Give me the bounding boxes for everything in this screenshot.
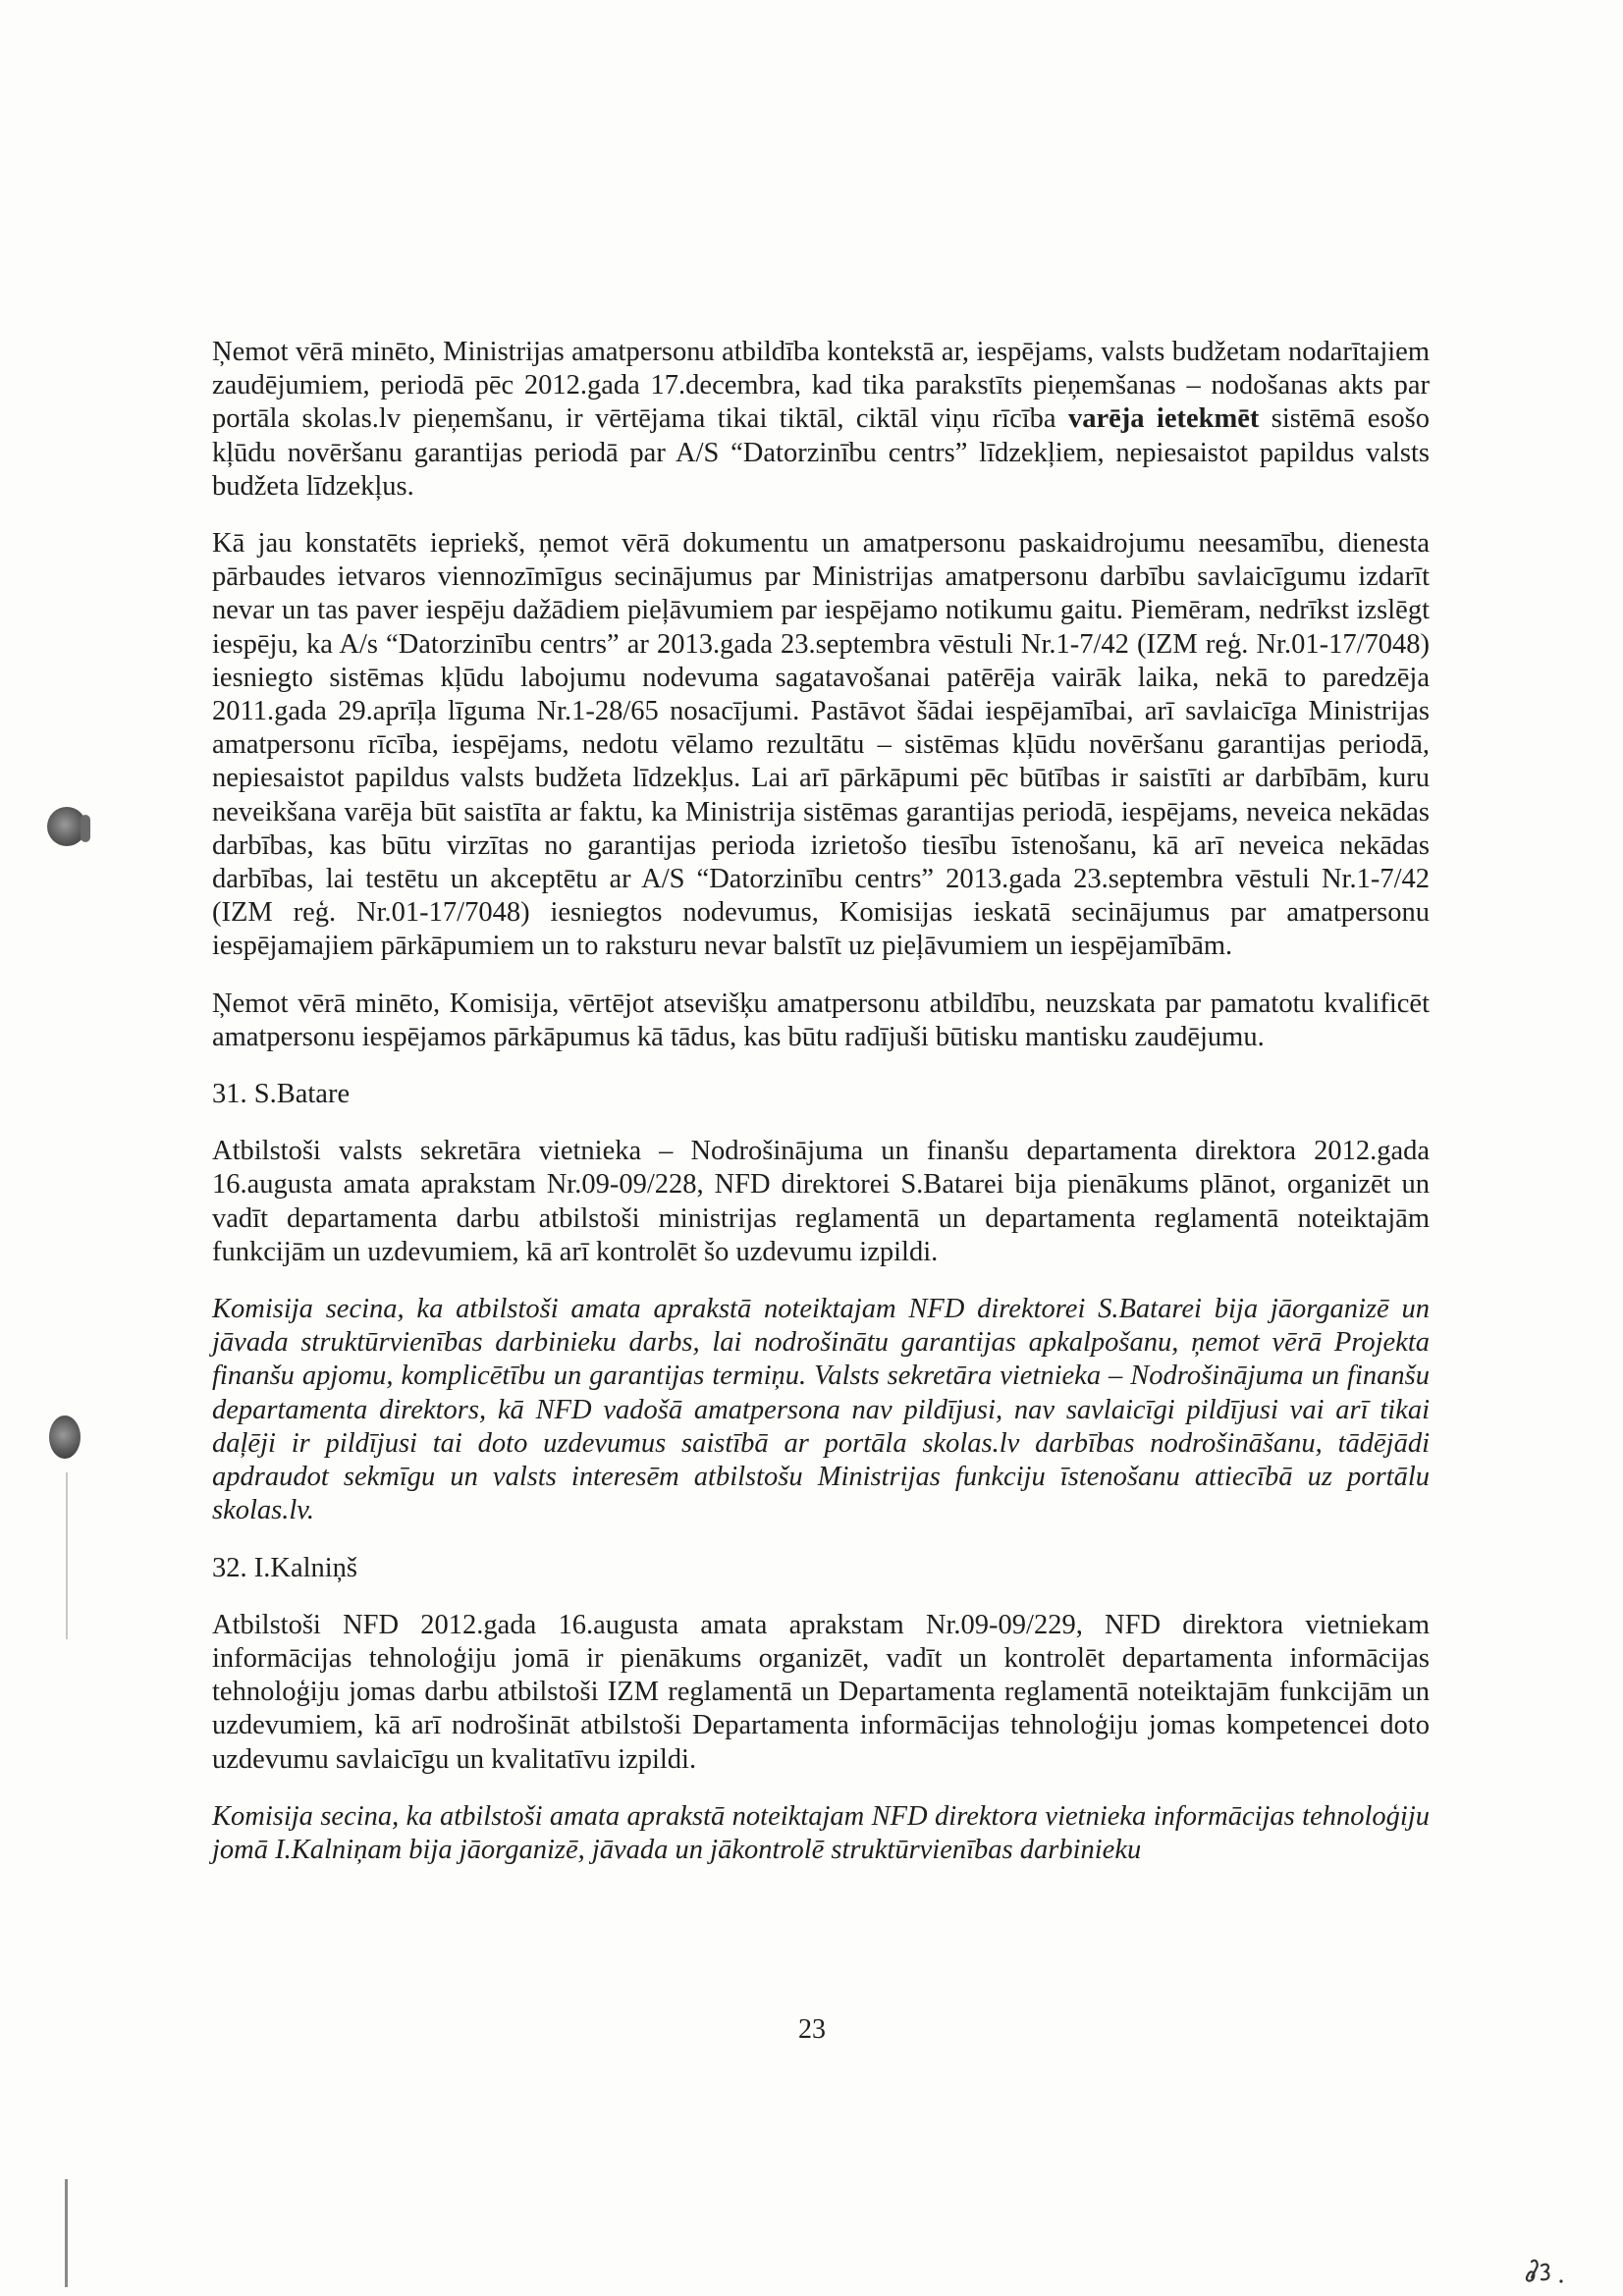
section-32-heading: 32. I.Kalniņš [212,1552,358,1583]
document-body [212,336,1430,1867]
paragraph-1-text-end: sistēmā esošo kļūdu novēršanu garantijas periodā par A/S “Datorzinību centrs” līdzekļiem, nepiesaistot papildus valsts budžeta līdzekļus. [212,403,1431,502]
section-32-body: Atbilstoši NFD 2012.gada 16.augusta amata aprakstam Nr.09-09/229, NFD direktora vietniekam informācijas tehnoloģiju jomā ir pienākums organizēt, vadīt un kontrolēt departamenta informācijas tehnoloģiju jomas darbu atbilstoši IZM reglamentā un Departamenta reglamentā noteiktajām funkcijām un uzdevumiem, kā arī nodrošināt atbilstoši Departamenta informācijas tehnoloģiju jomas kompetencei doto uzdevumu savlaicīgu un kvalitatīvu izpildi. [212,1609,1430,1775]
punch-hole-mark [49,1415,81,1459]
paragraph-1-text: Ņemot vērā minēto, Ministrijas amatpersonu atbildība kontekstā ar, iespējams, valsts budžetam nodarītajiem zaudējumiem, periodā pēc 2012.gada 17.decembra, kad tika parakstīts pieņemšanas – nodošanas akts par portāla skolas.lv pieņemšanu, ir vērtējama tikai tiktāl, ciktāl viņu rīcība [212,337,1430,435]
handwritten-page-annotation [1520,2252,1579,2287]
section-31-body: Atbilstoši valsts sekretāra vietnieka – Nodrošinājuma un finanšu departamenta direktora 2012.gada 16.augusta amata aprakstam Nr.09-09/228, NFD direktorei S.Batarei bija pienākums plānot, organizēt un vadīt departamenta darbu atbilstoši ministrijas reglamentā un departamenta reglamentā noteiktajām funkcijām un uzdevumiem, kā arī kontrolēt šo uzdevumu izpildi. [212,1136,1430,1267]
section-31-conclusion: Komisija secina, ka atbilstoši amata aprakstā noteiktajam NFD direktorei S.Batarei bija jāorganizē un jāvada struktūrvienības darbinieku darbs, lai nodrošinātu garantijas apkalpošanu, ņemot vērā Projekta finanšu apjomu, komplicētību un garantijas termiņu. Valsts sekretāra vietnieka – Nodrošinājuma un finanšu departamenta direktors, kā NFD vadošā amatpersona nav pildījusi, nav savlaicīgi pildījusi vai arī tikai daļēji ir pildījusi tai doto uzdevumus saistībā ar portāla skolas.lv darbības nodrošināšanu, tādējādi apdraudot sekmīgu un valsts interesēm atbilstošu Ministrijas funkciju īstenošanu attiecībā uz portālu skolas.lv. [212,1294,1430,1526]
paragraph-1-bold-phrase: varēja ietekmēt [1067,403,1260,435]
section-32-conclusion: Komisija secina, ka atbilstoši amata aprakstā noteiktajam NFD direktora vietnieka informācijas tehnoloģiju jomā I.Kalniņam bija jāorganizē, jāvada un jākontrolē struktūrvienības darbinieku [212,1800,1430,1865]
page-number: 23 [798,2014,826,2045]
paragraph-3: Ņemot vērā minēto, Komisija, vērtējot atsevišķu amatpersonu atbildību, neuzskata par pamatotu kvalificēt amatpersonu iespējamos pārkāpumus kā tādus, kas būtu radījuši būtisku mantisku zaudējumu. [212,988,1430,1052]
margin-scan-line [65,2179,68,2287]
margin-scan-line [66,1472,68,1639]
punch-hole-mark [81,815,90,842]
paragraph-2: Kā jau konstatēts iepriekš, ņemot vērā dokumentu un amatpersonu paskaidrojumu neesamību, dienesta pārbaudes ietvaros viennozīmīgus secinājumus par Ministrijas amatpersonu darbību savlaicīgumu izdarīt nevar un tas paver iespēju dažādiem pieļāvumiem par iespējamo notikumu gaitu. Piemēram, nedrīkst izslēgt iespēju, ka A/s “Datorzinību centrs” ar 2013.gada 23.septembra vēstuli Nr.1-7/42 (IZM reģ. Nr.01-17/7048) iesniegto sistēmas kļūdu labojumu nodevuma sagatavošanai patērēja vairāk laika, nekā to paredzēja 2011.gada 29.aprīļa līguma Nr.1-28/65 nosacījumi. Pastāvot šādai iespējamībai, arī savlaicīga Ministrijas amatpersonu rīcība, iespējams, nedotu vēlamo rezultātu – sistēmas kļūdu novēršanu garantijas periodā, nepiesaistot papildus valsts budžeta līdzekļus. Lai arī pārkāpumi pēc būtības ir saistīti ar darbībām, kuru neveikšana varēja būt saistīta ar faktu, ka Ministrija sistēmas garantijas periodā, iespējams, neveica nekādas darbības, kas būtu virzītas no garantijas perioda izrietošo tiesību īstenošanu, kā arī neveica nekādas darbības, lai testētu un akceptētu ar A/S “Datorzinību centrs” 2013.gada 23.septembra vēstuli Nr.1-7/42 (IZM reģ. Nr.01-17/7048) iesniegtos nodevumus, Komisijas ieskatā secinājumus par amatpersonu iespējamajiem pārkāpumiem un to raksturu nevar balstīt uz pieļāvumiem un iespējamībām. [212,528,1430,962]
paragraph-1 [212,336,1430,504]
section-31-heading: 31. S.Batare [212,1079,351,1110]
